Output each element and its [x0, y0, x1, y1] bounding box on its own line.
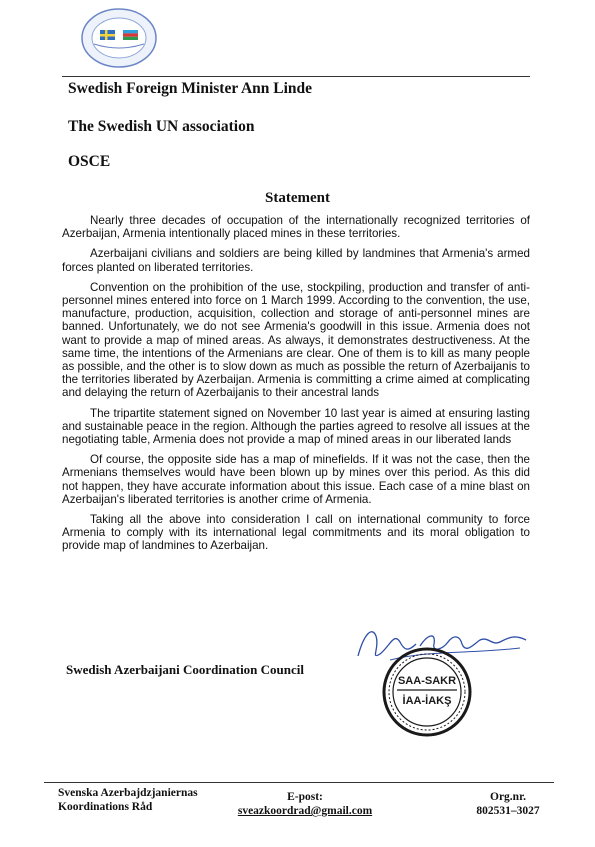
footer-org-line-1: Svenska Azerbajdzjaniernas [58, 787, 198, 799]
footer-email-link[interactable]: sveazkoordrad@gmail.com [237, 805, 373, 817]
paragraph-5: Of course, the opposite side has a map of minefields. If it was not the case, then the Armenians themselves would have been blown up by mines over this period. As this did not happen, they have accurate information about this issue. Each case of a mine blast on Azerbaijan's liberated territories is another crime of Armenia. [62, 453, 530, 506]
document-title: Statement [265, 190, 330, 206]
footer-orgnr-block [476, 790, 540, 818]
recipient-line-1: Swedish Foreign Minister Ann Linde [68, 80, 313, 97]
paragraph-6: Taking all the above into consideration I call on international community to force Armenia to comply with its international legal commitments and its moral obligation to provide map of landmines to Azerbaijan. [62, 513, 530, 553]
footer-org-line-2: Koordinations Råd [58, 801, 153, 813]
statement-body [62, 214, 530, 560]
footer-divider [44, 782, 554, 783]
official-stamp [381, 646, 473, 738]
footer-orgnr-value: 802531–3027 [476, 805, 540, 817]
stamp-text-1: SAA-SAKR [397, 675, 457, 687]
organization-seal-logo-icon [80, 8, 158, 68]
stamp-text-2: İAA-İAKŞ [402, 695, 452, 707]
paragraph-3: Convention on the prohibition of the use, stockpiling, production and transfer of anti-personnel mines entered into force on 1 March 1999. According to the convention, the use, manufacture, production, acquisition, collection and storage of anti-personnel mines are banned. Unfortunately, we do not see Armenia's goodwill in this issue. Armenia does not want to provide a map of mined areas. As always, it demonstrates destructiveness. At the same time, the intentions of the Armenians are clear. One of them is to kill as many people as possible, and the other is to slow down as much as possible the return of Azerbaijanis to the territories liberated by Azerbaijan. Armenia is committing a crime aimed at complicating and delaying the return of Azerbaijanis to their ancestral lands [62, 280, 530, 400]
footer-email-label: E-post: [287, 791, 323, 803]
paragraph-4: The tripartite statement signed on November 10 last year is aimed at ensuring lasting and sustainable peace in the region. Although the parties agreed to resolve all issues at the negotiating table, Armenia does not provide a map of mined areas in our liberated lands [62, 406, 530, 447]
paragraph-1: Nearly three decades of occupation of the internationally recognized territories of Azerbaijan, Armenia intentionally placed mines in these territories. [62, 214, 530, 241]
paragraph-2: Azerbaijani civilians and soldiers are being killed by landmines that Armenia's armed forces planted on liberated territories. [62, 247, 530, 274]
footer-orgnr-label: Org.nr. [490, 791, 526, 803]
recipient-line-3: OSCE [68, 153, 111, 170]
signatory-organization: Swedish Azerbaijani Coordination Council [66, 662, 305, 677]
header-divider [62, 76, 530, 77]
recipient-line-2: The Swedish UN association [68, 118, 255, 135]
footer-email-block [232, 790, 378, 818]
footer-organization [58, 786, 198, 814]
